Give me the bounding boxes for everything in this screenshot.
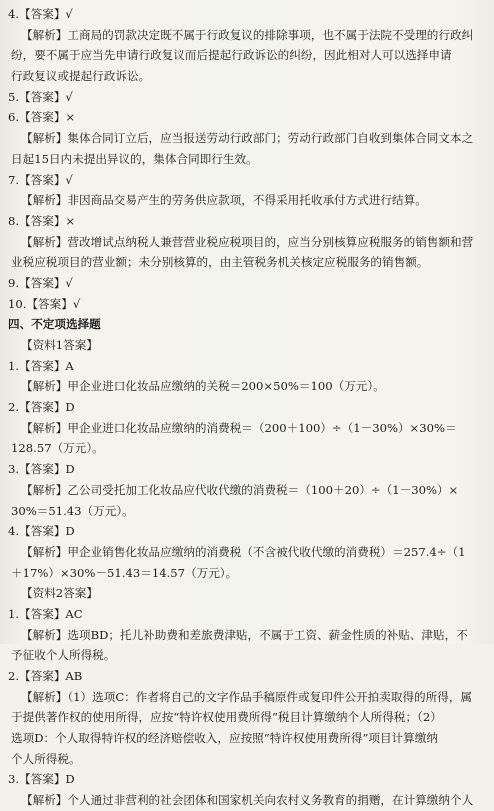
m2-analysis-1-cont: 予征收个人所得税。 — [11, 648, 116, 663]
answer-5: 5.【答案】√ — [8, 89, 73, 104]
analysis-6-cont: 日起15日内未提出异议的，集体合同即行生效。 — [11, 151, 258, 166]
answer-9: 9.【答案】√ — [8, 275, 73, 290]
analysis-7: 【解析】非因商品交易产生的劳务供应款项，不得采用托收承付方式进行结算。 — [21, 193, 427, 208]
answer-key-text — [0, 4, 494, 811]
answer-6: 6.【答案】× — [8, 110, 76, 125]
m1-answer-4: 4.【答案】D — [8, 524, 75, 539]
m1-answer-1: 1.【答案】A — [8, 358, 74, 373]
analysis-4: 【解析】工商局的罚款决定既不属于行政复议的排除事项，也不属于法院不受理的行政纠 — [21, 27, 474, 42]
m2-analysis-2: 【解析】（1）选项C：作者将自己的文字作品手稿原件或复印件公开拍卖取得的所得，属 — [21, 689, 473, 704]
answer-7: 7.【答案】√ — [8, 172, 73, 187]
answer-10: 10.【答案】√ — [8, 296, 81, 311]
m2-analysis-2-cont: 个人所得税。 — [11, 751, 81, 766]
m1-answer-2: 2.【答案】D — [8, 400, 75, 415]
m2-analysis-2-cont: 选项D：个人取得特许权的经济赔偿收入，应按照“特许权使用费所得”项目计算缴纳 — [11, 731, 438, 746]
m1-analysis-1: 【解析】甲企业进口化妆品应缴纳的关税＝200×50%＝100（万元）。 — [21, 379, 385, 394]
m1-answer-3: 3.【答案】D — [8, 462, 75, 477]
material-1-heading: 【资料1答案】 — [21, 338, 98, 352]
material-2-heading: 【资料2答案】 — [21, 586, 98, 601]
m2-analysis-1: 【解析】选项BD；托儿补助费和差旅费津贴，不属于工资、薪金性质的补贴、津贴，不 — [21, 627, 468, 642]
m2-answer-3: 3.【答案】D — [8, 772, 75, 787]
analysis-4-cont: 行政复议或提起行政诉讼。 — [11, 69, 151, 84]
analysis-4-cont: 纷，要不属于应当先申请行政复议而后提起行政诉讼的纠纷，因此相对人可以选择申请 — [11, 48, 452, 63]
analysis-8-cont: 业税应税项目的营业额；未分别核算的，由主管税务机关核定应税服务的销售额。 — [11, 255, 429, 270]
m1-analysis-2-cont: 128.57（万元）。 — [11, 441, 104, 456]
m1-analysis-4: 【解析】甲企业销售化妆品应缴纳的消费税（不含被代收代缴的消费税）＝257.4÷（1 — [21, 544, 466, 559]
section-heading: 四、不定项选择题 — [8, 317, 101, 332]
m2-answer-1: 1.【答案】AC — [8, 606, 83, 621]
m2-answer-2: 2.【答案】AB — [8, 669, 83, 683]
analysis-6: 【解析】集体合同订立后，应当报送劳动行政部门；劳动行政部门自收到集体合同文本之 — [21, 131, 474, 146]
m1-analysis-3-cont: 30%＝51.43（万元）。 — [11, 503, 134, 518]
m2-analysis-2-cont: 于提供著作权的使用所得，应按“特许权使用费所得”税目计算缴纳个人所得税；（2） — [11, 710, 442, 725]
answer-4: 4.【答案】√ — [8, 7, 73, 21]
m1-analysis-3: 【解析】乙公司受托加工化妆品应代收代缴的消费税＝（100＋20）÷（1－30%）× — [21, 482, 459, 497]
analysis-8: 【解析】营改增试点纳税人兼营营业税应税项目的，应当分别核算应税服务的销售额和营 — [21, 234, 474, 249]
m1-analysis-4-cont: ＋17%）×30%－51.43＝14.57（万元）。 — [11, 565, 238, 580]
m1-analysis-2: 【解析】甲企业进口化妆品应缴纳的消费税＝（200＋100）÷（1－30%）×30%＝ — [21, 420, 457, 435]
answer-8: 8.【答案】× — [8, 213, 76, 228]
m2-analysis-3: 【解析】个人通过非营利的社会团体和国家机关向农村义务教育的捐赠，在计算缴纳个人 — [21, 793, 474, 808]
